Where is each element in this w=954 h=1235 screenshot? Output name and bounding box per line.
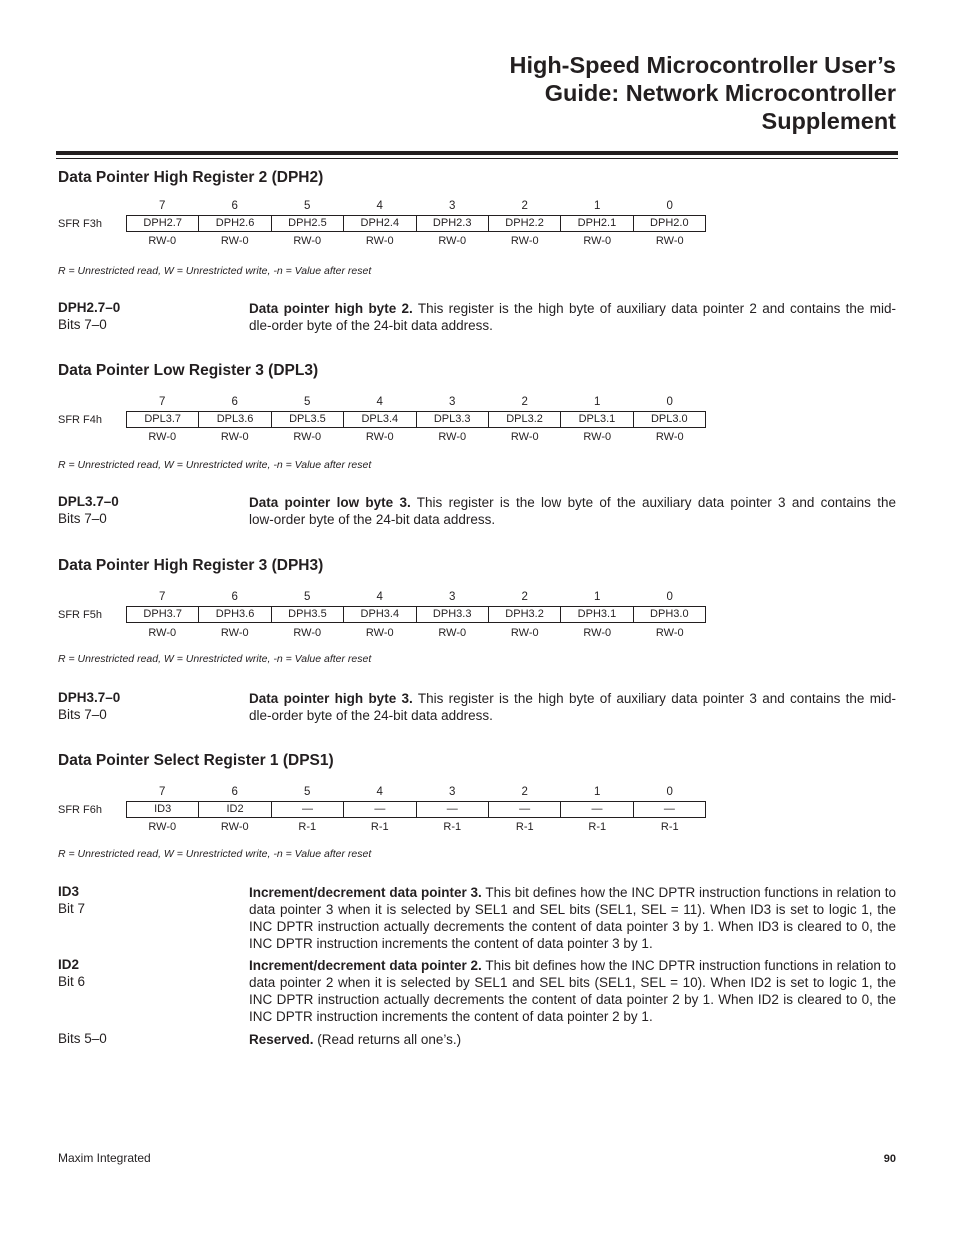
reset-value: RW-0 (583, 235, 612, 247)
document-title (296, 51, 896, 135)
reset-value: R-1 (515, 821, 534, 833)
bit-number: 7 (159, 200, 166, 212)
access-legend: R = Unrestricted read, W = Unrestricted write, -n = Value after reset (58, 848, 372, 860)
bit-cell: DPH3.3 (416, 607, 488, 622)
reset-value: RW-0 (293, 235, 322, 247)
access-legend: R = Unrestricted read, W = Unrestricted write, -n = Value after reset (58, 653, 372, 665)
bit-number: 7 (159, 396, 166, 408)
reset-value: RW-0 (365, 235, 394, 247)
bit-cell: DPH3.7 (143, 608, 182, 620)
field-name: DPH2.7–0 (58, 300, 121, 315)
field-description (249, 494, 896, 528)
page-number: 90 (883, 1153, 896, 1165)
field-description (249, 1031, 896, 1048)
bit-cell: — (416, 802, 488, 817)
bit-number: 3 (449, 786, 456, 798)
reset-value: RW-0 (655, 235, 684, 247)
field-bit-range: Bits 5–0 (58, 1031, 107, 1046)
bit-number-row (126, 786, 706, 798)
field-description-title: Data pointer high byte 2. (249, 301, 413, 316)
field-bit-range: Bits 7–0 (58, 511, 107, 526)
bit-field-table (126, 215, 706, 232)
field-description (249, 957, 896, 1025)
bit-cell: DPH2.3 (416, 216, 488, 231)
bit-cell: DPH2.1 (560, 216, 632, 231)
register-heading: Data Pointer Select Register 1 (DPS1) (58, 752, 334, 769)
bit-number: 5 (304, 200, 311, 212)
reset-value: RW-0 (510, 627, 539, 639)
field-description-text: low-order byte of the 24-bit data address. (249, 512, 496, 527)
bit-cell: DPH2.2 (488, 216, 560, 231)
reset-value: RW-0 (438, 431, 467, 443)
title-line-1: High-Speed Microcontroller User’s (509, 52, 896, 78)
reset-value: RW-0 (510, 235, 539, 247)
bit-number: 1 (594, 786, 601, 798)
reset-value: RW-0 (583, 431, 612, 443)
bit-cell: DPL3.1 (560, 412, 632, 427)
reset-value: RW-0 (293, 431, 322, 443)
bit-cell: DPH3.1 (560, 607, 632, 622)
bit-cell: ID3 (154, 803, 172, 815)
bit-number-row (126, 396, 706, 408)
field-description-text: This bit defines how the INC DPTR instruction functions in relation to data pointer 2 when it is selected by SEL1 and SEL bits (SEL1, SEL = 10). When ID2 is set to logic 1, the INC DPTR instruction actually decrements the content of data pointer 2 by 1. When ID2 is cleared to 0, the INC DPTR instruction increments the content of data pointer 2 by 1. (249, 958, 896, 1024)
register-heading: Data Pointer High Register 3 (DPH3) (58, 557, 324, 574)
bit-cell: — (488, 802, 560, 817)
field-bit-range: Bit 6 (58, 974, 86, 989)
bit-number: 7 (159, 591, 166, 603)
bit-number: 6 (231, 786, 238, 798)
bit-number: 6 (231, 396, 238, 408)
bit-cell: DPL3.7 (144, 413, 182, 425)
bit-field-table (126, 411, 706, 428)
bit-cell: DPL3.4 (343, 412, 415, 427)
bit-cell: DPH2.7 (143, 217, 182, 229)
reset-value: R-1 (588, 821, 607, 833)
sfr-address: SFR F4h (58, 414, 103, 426)
bit-number: 2 (521, 396, 528, 408)
reset-value: RW-0 (293, 627, 322, 639)
field-description-text: dle-order byte of the 24-bit data address. (249, 708, 493, 723)
bit-number: 1 (594, 396, 601, 408)
reset-value: RW-0 (365, 431, 394, 443)
access-legend: R = Unrestricted read, W = Unrestricted write, -n = Value after reset (58, 265, 372, 277)
bit-cell: DPH3.0 (633, 607, 705, 622)
reset-value: RW-0 (148, 821, 177, 833)
field-description-text: This register is the high byte of auxiliary data pointer 2 and contains the mid- (412, 301, 896, 316)
bit-cell: — (271, 802, 343, 817)
register-heading: Data Pointer High Register 2 (DPH2) (58, 169, 324, 186)
bit-cell: DPL3.3 (416, 412, 488, 427)
bit-number: 0 (666, 786, 673, 798)
field-name: DPL3.7–0 (58, 494, 119, 509)
bit-number: 3 (449, 200, 456, 212)
bit-field-table (126, 606, 706, 623)
reset-value-row (126, 627, 706, 639)
reset-value-row (126, 235, 706, 247)
reset-value: RW-0 (220, 627, 249, 639)
field-name: DPH3.7–0 (58, 690, 121, 705)
sfr-address: SFR F5h (58, 609, 103, 621)
reset-value: RW-0 (365, 627, 394, 639)
title-line-3: Supplement (761, 108, 896, 134)
field-name: ID2 (58, 957, 80, 972)
reset-value: R-1 (660, 821, 679, 833)
field-bit-range: Bits 7–0 (58, 317, 107, 332)
bit-cell: DPH2.5 (271, 216, 343, 231)
bit-number: 4 (376, 396, 383, 408)
bit-number: 0 (666, 396, 673, 408)
field-description-title: Reserved. (249, 1032, 314, 1047)
header-rule-thin (56, 158, 898, 159)
bit-cell: DPH3.4 (343, 607, 415, 622)
sfr-address: SFR F6h (58, 804, 103, 816)
bit-number: 4 (376, 786, 383, 798)
bit-cell: DPH2.6 (198, 216, 270, 231)
bit-cell: DPH3.2 (488, 607, 560, 622)
bit-cell: DPH2.0 (633, 216, 705, 231)
field-description (249, 300, 896, 334)
bit-number: 6 (231, 591, 238, 603)
bit-number-row (126, 200, 706, 212)
bit-number: 5 (304, 591, 311, 603)
field-description-title: Data pointer low byte 3. (249, 495, 411, 510)
field-description-text: (Read returns all one’s.) (313, 1032, 462, 1047)
bit-cell: ID2 (198, 802, 270, 817)
reset-value: RW-0 (220, 821, 249, 833)
reset-value: RW-0 (438, 235, 467, 247)
bit-cell: DPL3.2 (488, 412, 560, 427)
bit-number: 1 (594, 591, 601, 603)
bit-number: 4 (376, 200, 383, 212)
reset-value: RW-0 (655, 627, 684, 639)
access-legend: R = Unrestricted read, W = Unrestricted write, -n = Value after reset (58, 459, 372, 471)
footer-company: Maxim Integrated (58, 1151, 151, 1165)
reset-value: R-1 (443, 821, 462, 833)
bit-cell: DPL3.5 (271, 412, 343, 427)
reset-value: RW-0 (655, 431, 684, 443)
reset-value: RW-0 (148, 235, 177, 247)
field-description-text: This register is the high byte of auxiliary data pointer 3 and contains the mid- (412, 691, 896, 706)
field-bit-range: Bits 7–0 (58, 707, 107, 722)
reset-value: R-1 (298, 821, 317, 833)
bit-number: 1 (594, 200, 601, 212)
bit-cell: DPH2.4 (343, 216, 415, 231)
field-description-text: This register is the low byte of the auxiliary data pointer 3 and contains the (410, 495, 896, 510)
bit-cell: DPL3.6 (198, 412, 270, 427)
reset-value: RW-0 (510, 431, 539, 443)
reset-value: RW-0 (148, 627, 177, 639)
reset-value-row (126, 821, 706, 833)
reset-value: RW-0 (148, 431, 177, 443)
reset-value: RW-0 (583, 627, 612, 639)
bit-number: 3 (449, 396, 456, 408)
bit-number: 6 (231, 200, 238, 212)
bit-number: 2 (521, 591, 528, 603)
field-name: ID3 (58, 884, 80, 899)
bit-cell: — (343, 802, 415, 817)
reset-value-row (126, 431, 706, 443)
reset-value: R-1 (370, 821, 389, 833)
bit-number: 0 (666, 591, 673, 603)
bit-number: 5 (304, 786, 311, 798)
header-rule-thick (56, 151, 898, 155)
reset-value: RW-0 (220, 235, 249, 247)
bit-number: 5 (304, 396, 311, 408)
field-description (249, 690, 896, 724)
field-bit-range: Bit 7 (58, 901, 86, 916)
bit-number: 0 (666, 200, 673, 212)
bit-cell: DPH3.6 (198, 607, 270, 622)
reset-value: RW-0 (220, 431, 249, 443)
field-description-text: dle-order byte of the 24-bit data address. (249, 318, 493, 333)
reset-value: RW-0 (438, 627, 467, 639)
title-line-2: Guide: Network Microcontroller (544, 80, 896, 106)
field-description-title: Increment/decrement data pointer 3. (249, 885, 482, 900)
bit-field-table (126, 801, 706, 818)
bit-number: 2 (521, 200, 528, 212)
bit-number: 4 (376, 591, 383, 603)
bit-cell: DPH3.5 (271, 607, 343, 622)
bit-number: 2 (521, 786, 528, 798)
field-description-title: Data pointer high byte 3. (249, 691, 413, 706)
bit-number: 7 (159, 786, 166, 798)
bit-number-row (126, 591, 706, 603)
register-heading: Data Pointer Low Register 3 (DPL3) (58, 362, 319, 379)
bit-number: 3 (449, 591, 456, 603)
bit-cell: DPL3.0 (633, 412, 705, 427)
bit-cell: — (560, 802, 632, 817)
field-description-title: Increment/decrement data pointer 2. (249, 958, 482, 973)
field-description-text: This bit defines how the INC DPTR instruction functions in relation to data pointer 3 when it is selected by SEL1 and SEL bits (SEL1, SEL = 11). When ID3 is set to logic 1, the INC DPTR instruction actually decrements the content of data pointer 3 by 1. When ID3 is cleared to 0, the INC DPTR instruction increments the content of data pointer 3 by 1. (249, 885, 896, 951)
sfr-address: SFR F3h (58, 218, 103, 230)
field-description (249, 884, 896, 952)
bit-cell: — (633, 802, 705, 817)
